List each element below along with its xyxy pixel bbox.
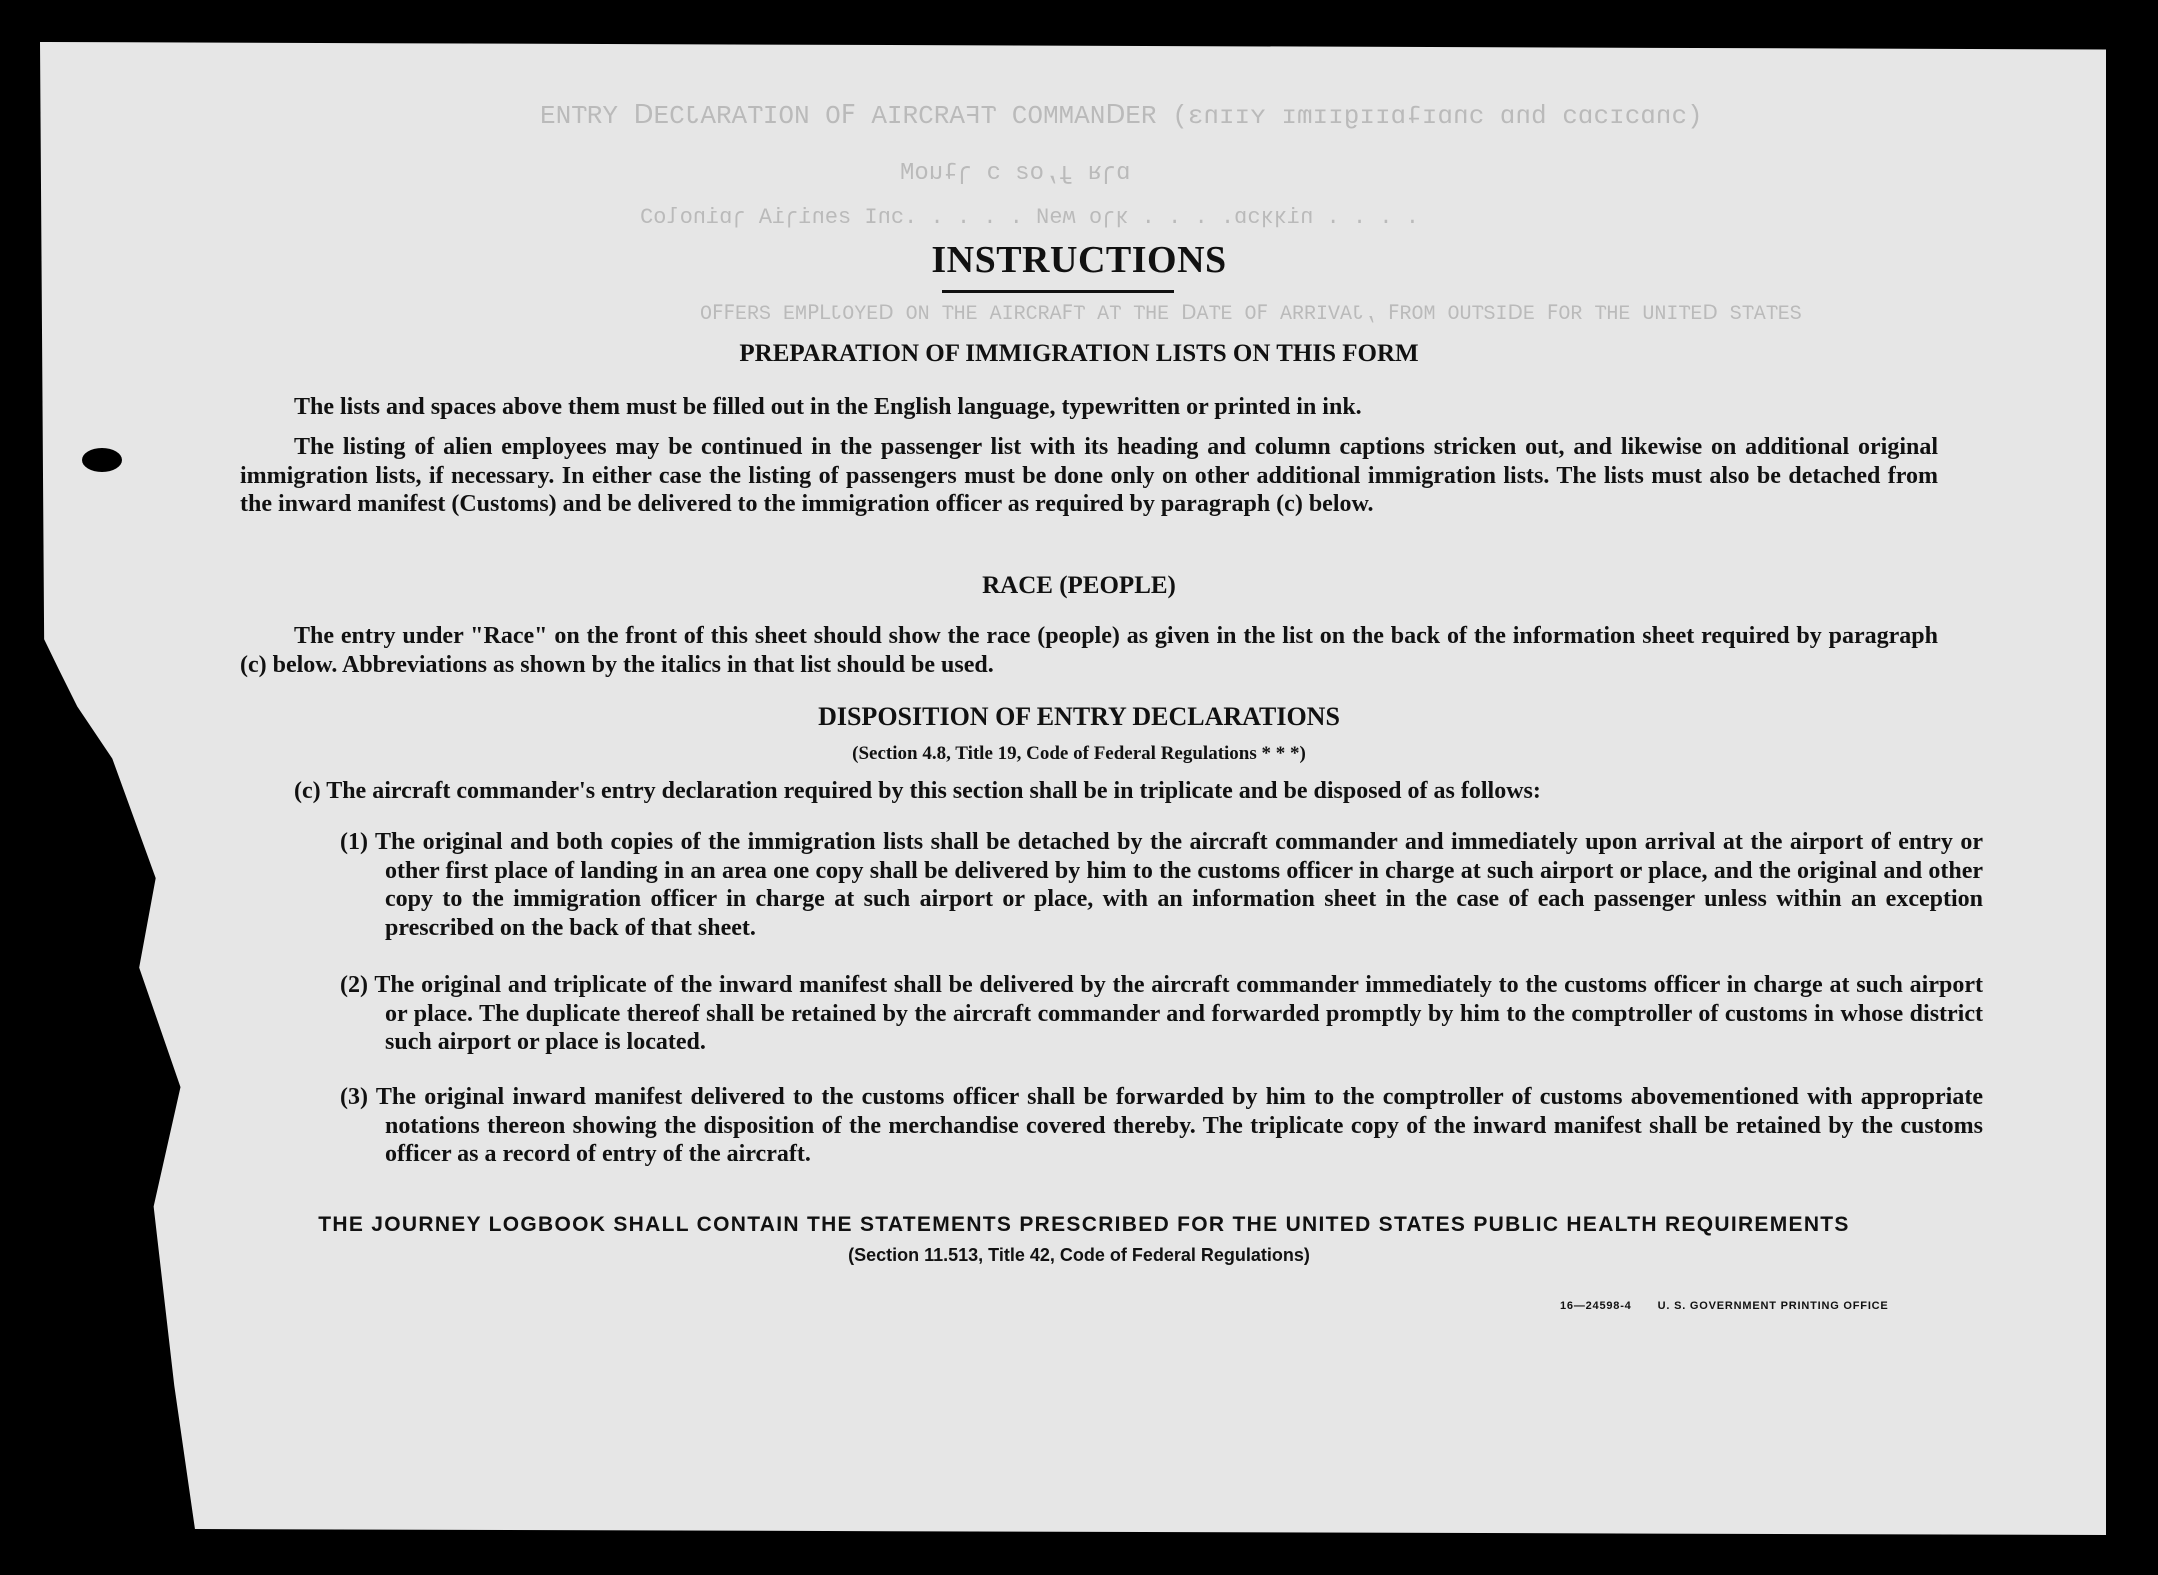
preparation-heading: PREPARATION OF IMMIGRATION LISTS ON THIS FORM <box>739 340 1419 367</box>
bleed-through-text: . . . . niʞʞɔɒ. . . . ʞɿo ʍɘИ . . . . .ɔnI ƨɘniɿiA ɿɒinoloƆ <box>640 205 1419 230</box>
health-requirements-citation: (Section 11.513, Title 42, Code of Federal Regulations) <box>848 1245 1310 1265</box>
disposition-item-2: (2) The original and triplicate of the inward manifest shall be delivered by the aircraft commander immediately to the customs officer in charge at such airport or place. The duplicate thereof shall be retained by the aircraft commander and forwarded promptly by him to the comptroller of customs in whose district such airport or place is located. <box>340 972 1983 1055</box>
preparation-paragraph-1: The lists and spaces above them must be filled out in the English language, typewritten or printed in ink. <box>294 394 1362 420</box>
disposition-heading: DISPOSITION OF ENTRY DECLARATIONS <box>818 702 1340 731</box>
disposition-item-3: (3) The original inward manifest delivered to the customs officer shall be forwarded by him to the comptroller of customs abovementioned with appropriate notations thereon showing the disposition of the merchandise covered thereby. The triplicate copy of the inward manifest shall be retained by the customs officer as a record of entry of the aircraft. <box>340 1084 1983 1167</box>
bleed-through-text: ƧƎƬAƬƧ ᗡƎƬIИU ƎHƬ ЯOꟻ ƎᗡIƧƬUO MOЯꟻ ,JAVIЯЯA ꟻO ƎƬAᗡ ƎHƬ ƬA ƬꟻAЯƆЯIA ƎHƬ ИO ᗡƎYOJ⅃ꟼMƎ ƧЯƎꟻꟻO <box>700 303 1802 326</box>
disposition-intro: (c) The aircraft commander's entry declaration required by this section shall be in triplicate and be disposed of as follows: <box>294 778 1541 804</box>
race-heading: RACE (PEOPLE) <box>982 572 1176 599</box>
disposition-citation: (Section 4.8, Title 19, Code of Federal Regulations * * *) <box>852 743 1306 764</box>
printer-name: U. S. GOVERNMENT PRINTING OFFICE <box>1657 1300 1889 1312</box>
preparation-paragraph-2: The listing of alien employees may be continued in the passenger list with its heading and column captions stricken out, and likewise on additional original immigration lists, if necessary. In either case the listing of passengers must be done only on other additional immigration lists. The lists must also be detached from the inward manifest (Customs) and be delivered to the immigration officer as required by paragraph (c) below. <box>240 434 1938 517</box>
print-imprint <box>1560 1300 1915 1312</box>
health-requirements-statement: THE JOURNEY LOGBOOK SHALL CONTAIN THE STATEMENTS PRESCRIBED FOR THE UNITED STATES PUBLIC HEALTH REQUIREMENTS <box>318 1213 1850 1236</box>
race-paragraph: The entry under "Race" on the front of this sheet should show the race (people) as given in the list on the back of the information sheet required by paragraph (c) below. Abbreviations as shown by the italics in that list should be used. <box>240 623 1938 678</box>
bleed-through-text: (ɔnɒɔɪɔɒɔ bnɒ ɔnɒɪʇɒɪɪgɪɪmɪ ʏɪɪnɜ) ЯƎᗡИAMMOƆ ƬFAЯƆЯIA ꟻO ИOIƬAЯAJƆƎᗡ YЯƬИƎ <box>540 101 1703 131</box>
disposition-item-1: (1) The original and both copies of the immigration lists shall be detached by the aircraft commander and immediately upon arrival at the airport of entry or other first place of landing in an area one copy shall be delivered by him to the customs officer in charge at such airport or place, and the original and other copy to the immigration officer in charge at such airport or place, with an information sheet in the case of each passenger unless within an exception prescribed on the back of that sheet. <box>340 829 1983 941</box>
title-underline <box>942 290 1174 293</box>
page-title: INSTRUCTIONS <box>931 239 1227 281</box>
form-code: 16—24598-4 <box>1560 1300 1632 1312</box>
bleed-through-text: ɒɿᴚ ɟ,oƨ ɔ ɿʇuoM <box>900 160 1131 187</box>
